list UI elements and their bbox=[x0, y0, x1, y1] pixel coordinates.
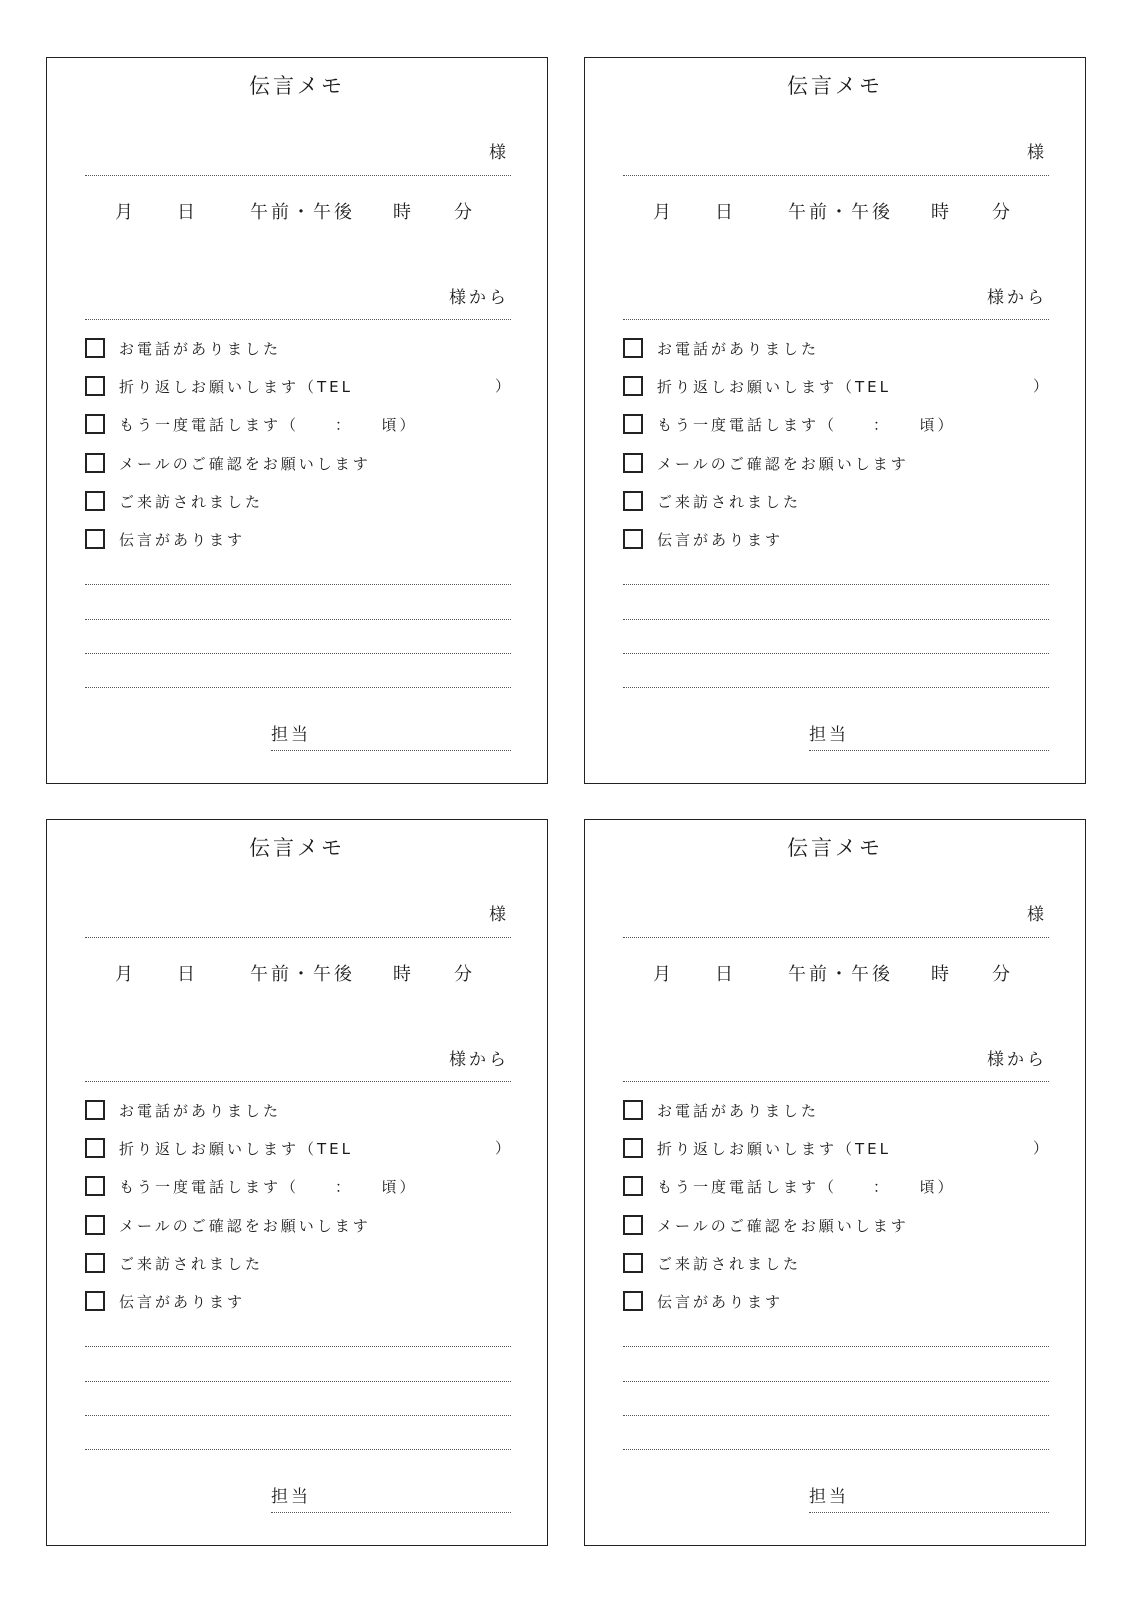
checkbox-label: もう一度電話します（ ： 頃） bbox=[657, 415, 956, 434]
checkbox-icon[interactable] bbox=[85, 338, 105, 358]
memo-card-4 bbox=[584, 819, 1086, 1546]
checkbox-icon[interactable] bbox=[85, 1253, 105, 1273]
staff-line[interactable] bbox=[271, 1512, 511, 1513]
checkbox-will-call-again[interactable] bbox=[623, 1174, 956, 1198]
caller-suffix: 様から bbox=[449, 288, 509, 308]
staff-line[interactable] bbox=[809, 1512, 1049, 1513]
message-line[interactable] bbox=[623, 687, 1049, 688]
checkbox-message[interactable] bbox=[85, 1289, 245, 1313]
checkbox-label: メールのご確認をお願いします bbox=[657, 1216, 909, 1235]
checkbox-icon[interactable] bbox=[85, 453, 105, 473]
checkbox-visited[interactable] bbox=[623, 1251, 801, 1275]
am-pm-selector[interactable]: 午前・午後 bbox=[250, 964, 355, 985]
checkbox-called[interactable] bbox=[623, 1098, 819, 1122]
message-line[interactable] bbox=[623, 584, 1049, 585]
checkbox-icon[interactable] bbox=[623, 414, 643, 434]
checkbox-visited[interactable] bbox=[623, 489, 801, 513]
message-line[interactable] bbox=[85, 687, 511, 688]
checkbox-icon[interactable] bbox=[85, 529, 105, 549]
checkbox-label: 伝言があります bbox=[657, 530, 784, 549]
memo-card-3 bbox=[46, 819, 548, 1546]
tel-close-paren: ） bbox=[495, 377, 511, 395]
recipient-line[interactable] bbox=[623, 937, 1049, 938]
checkbox-icon[interactable] bbox=[85, 491, 105, 511]
checkbox-call-back[interactable] bbox=[623, 1136, 891, 1160]
checkbox-check-email[interactable] bbox=[85, 1213, 371, 1237]
checkbox-will-call-again[interactable] bbox=[85, 412, 418, 436]
checkbox-label: 折り返しお願いします（TEL bbox=[119, 1139, 353, 1158]
staff-label: 担当 bbox=[271, 725, 311, 745]
checkbox-icon[interactable] bbox=[623, 491, 643, 511]
checkbox-called[interactable] bbox=[85, 336, 281, 360]
message-line[interactable] bbox=[85, 1346, 511, 1347]
checkbox-check-email[interactable] bbox=[85, 451, 371, 475]
checkbox-label: お電話がありました bbox=[119, 1101, 282, 1120]
checkbox-icon[interactable] bbox=[85, 1100, 105, 1120]
caller-line[interactable] bbox=[623, 319, 1049, 320]
checkbox-label: 伝言があります bbox=[119, 530, 246, 549]
message-line[interactable] bbox=[85, 619, 511, 620]
message-line[interactable] bbox=[623, 1346, 1049, 1347]
checkbox-label: ご来訪されました bbox=[657, 492, 802, 511]
checkbox-will-call-again[interactable] bbox=[623, 412, 956, 436]
checkbox-message[interactable] bbox=[623, 527, 783, 551]
staff-line[interactable] bbox=[809, 750, 1049, 751]
date-day: 日 bbox=[177, 202, 198, 223]
checkbox-label: 伝言があります bbox=[657, 1292, 784, 1311]
am-pm-selector[interactable]: 午前・午後 bbox=[788, 202, 893, 223]
checkbox-label: お電話がありました bbox=[119, 339, 282, 358]
checkbox-icon[interactable] bbox=[623, 376, 643, 396]
checkbox-called[interactable] bbox=[85, 1098, 281, 1122]
checkbox-label: お電話がありました bbox=[657, 1101, 820, 1120]
checkbox-icon[interactable] bbox=[623, 1291, 643, 1311]
message-line[interactable] bbox=[623, 653, 1049, 654]
checkbox-icon[interactable] bbox=[85, 1138, 105, 1158]
caller-suffix: 様から bbox=[987, 288, 1047, 308]
checkbox-label: メールのご確認をお願いします bbox=[657, 454, 909, 473]
checkbox-icon[interactable] bbox=[623, 338, 643, 358]
checkbox-check-email[interactable] bbox=[623, 1213, 909, 1237]
message-line[interactable] bbox=[623, 619, 1049, 620]
recipient-suffix: 様 bbox=[1027, 143, 1047, 163]
memo-title: 伝言メモ bbox=[249, 836, 345, 860]
memo-card-2 bbox=[584, 57, 1086, 784]
memo-card-1 bbox=[46, 57, 548, 784]
checkbox-label: 伝言があります bbox=[119, 1292, 246, 1311]
date-day: 日 bbox=[715, 964, 736, 985]
date-day: 日 bbox=[715, 202, 736, 223]
checkbox-icon[interactable] bbox=[623, 453, 643, 473]
memo-title: 伝言メモ bbox=[787, 74, 883, 98]
time-minute: 分 bbox=[454, 964, 475, 985]
checkbox-icon[interactable] bbox=[85, 1215, 105, 1235]
checkbox-label: もう一度電話します（ ： 頃） bbox=[119, 1177, 418, 1196]
caller-line[interactable] bbox=[623, 1081, 1049, 1082]
checkbox-label: 折り返しお願いします（TEL bbox=[119, 377, 353, 396]
checkbox-label: ご来訪されました bbox=[119, 1254, 264, 1273]
message-line[interactable] bbox=[85, 1381, 511, 1382]
recipient-line[interactable] bbox=[85, 175, 511, 176]
recipient-line[interactable] bbox=[85, 937, 511, 938]
checkbox-message[interactable] bbox=[623, 1289, 783, 1313]
date-month: 月 bbox=[653, 964, 674, 985]
message-line[interactable] bbox=[85, 653, 511, 654]
checkbox-icon[interactable] bbox=[623, 1176, 643, 1196]
checkbox-icon[interactable] bbox=[85, 1291, 105, 1311]
recipient-suffix: 様 bbox=[489, 143, 509, 163]
message-line[interactable] bbox=[623, 1381, 1049, 1382]
staff-line[interactable] bbox=[271, 750, 511, 751]
checkbox-visited[interactable] bbox=[85, 1251, 263, 1275]
date-month: 月 bbox=[115, 202, 136, 223]
checkbox-icon[interactable] bbox=[623, 1100, 643, 1120]
time-hour: 時 bbox=[931, 202, 952, 223]
time-minute: 分 bbox=[454, 202, 475, 223]
recipient-suffix: 様 bbox=[1027, 905, 1047, 925]
checkbox-label: メールのご確認をお願いします bbox=[119, 1216, 371, 1235]
caller-suffix: 様から bbox=[987, 1050, 1047, 1070]
date-month: 月 bbox=[115, 964, 136, 985]
message-line[interactable] bbox=[623, 1415, 1049, 1416]
checkbox-label: もう一度電話します（ ： 頃） bbox=[657, 1177, 956, 1196]
checkbox-label: メールのご確認をお願いします bbox=[119, 454, 371, 473]
checkbox-icon[interactable] bbox=[623, 1138, 643, 1158]
time-hour: 時 bbox=[393, 964, 414, 985]
checkbox-label: 折り返しお願いします（TEL bbox=[657, 1139, 891, 1158]
checkbox-will-call-again[interactable] bbox=[85, 1174, 418, 1198]
time-hour: 時 bbox=[393, 202, 414, 223]
checkbox-visited[interactable] bbox=[85, 489, 263, 513]
checkbox-message[interactable] bbox=[85, 527, 245, 551]
message-line[interactable] bbox=[85, 1449, 511, 1450]
recipient-line[interactable] bbox=[623, 175, 1049, 176]
recipient-suffix: 様 bbox=[489, 905, 509, 925]
checkbox-icon[interactable] bbox=[623, 529, 643, 549]
date-month: 月 bbox=[653, 202, 674, 223]
staff-label: 担当 bbox=[271, 1487, 311, 1507]
caller-line[interactable] bbox=[85, 319, 511, 320]
memo-title: 伝言メモ bbox=[787, 836, 883, 860]
time-hour: 時 bbox=[931, 964, 952, 985]
message-line[interactable] bbox=[85, 1415, 511, 1416]
time-minute: 分 bbox=[992, 964, 1013, 985]
date-day: 日 bbox=[177, 964, 198, 985]
tel-close-paren: ） bbox=[1033, 1139, 1049, 1157]
checkbox-icon[interactable] bbox=[623, 1253, 643, 1273]
checkbox-label: もう一度電話します（ ： 頃） bbox=[119, 415, 418, 434]
staff-label: 担当 bbox=[809, 725, 849, 745]
checkbox-label: 折り返しお願いします（TEL bbox=[657, 377, 891, 396]
checkbox-called[interactable] bbox=[623, 336, 819, 360]
checkbox-call-back[interactable] bbox=[85, 1136, 353, 1160]
checkbox-label: ご来訪されました bbox=[119, 492, 264, 511]
checkbox-label: ご来訪されました bbox=[657, 1254, 802, 1273]
tel-close-paren: ） bbox=[495, 1139, 511, 1157]
checkbox-check-email[interactable] bbox=[623, 451, 909, 475]
caller-line[interactable] bbox=[85, 1081, 511, 1082]
checkbox-icon[interactable] bbox=[85, 414, 105, 434]
checkbox-icon[interactable] bbox=[85, 1176, 105, 1196]
message-line[interactable] bbox=[85, 584, 511, 585]
checkbox-call-back[interactable] bbox=[623, 374, 891, 398]
checkbox-call-back[interactable] bbox=[85, 374, 353, 398]
am-pm-selector[interactable]: 午前・午後 bbox=[250, 202, 355, 223]
staff-label: 担当 bbox=[809, 1487, 849, 1507]
message-line[interactable] bbox=[623, 1449, 1049, 1450]
memo-title: 伝言メモ bbox=[249, 74, 345, 98]
am-pm-selector[interactable]: 午前・午後 bbox=[788, 964, 893, 985]
checkbox-label: お電話がありました bbox=[657, 339, 820, 358]
time-minute: 分 bbox=[992, 202, 1013, 223]
checkbox-icon[interactable] bbox=[85, 376, 105, 396]
tel-close-paren: ） bbox=[1033, 377, 1049, 395]
caller-suffix: 様から bbox=[449, 1050, 509, 1070]
checkbox-icon[interactable] bbox=[623, 1215, 643, 1235]
